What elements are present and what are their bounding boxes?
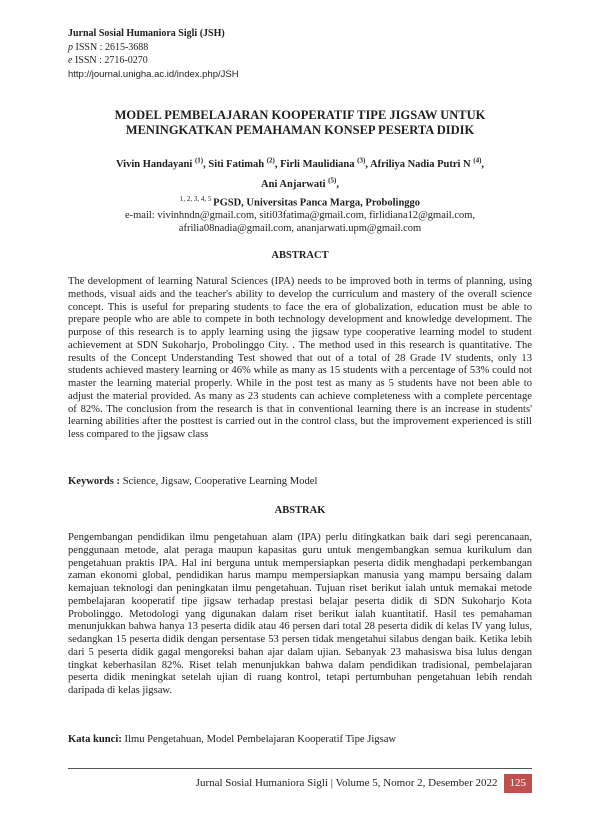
author-separator: , (336, 179, 339, 190)
print-issn-prefix: p (68, 41, 73, 53)
page-number: 125 (504, 774, 533, 793)
author-separator: , (274, 158, 281, 170)
paper-title (68, 108, 532, 138)
author-name: Siti Fatimah (208, 158, 267, 170)
footer-divider (68, 768, 532, 769)
author-index: (2) (266, 156, 275, 164)
author-4 (369, 156, 485, 170)
electronic-issn-value: ISSN : 2716-0270 (72, 55, 148, 66)
affiliation-block (68, 193, 532, 235)
abstract-text: The development of learning Natural Sciences (IPA) needs to be improved both in terms of planning, using methods, visual aids and the teacher's ability to develop the curriculum and mastery of the overall science concept. This is useful for preparing students to face the era of globalization, education must be able to prepare people who are able to compete in both technology development and knowledge development. The purpose of this research is to apply learning using the jigsaw type cooperative learning model to student achievement at SDN Sukoharjo, Probolinggo City. . The method used in this research is quantitative. The results of the Concept Understanding Test showed that out of a total of 28 Grade IV students, only 13 students achieved mastery learning or 46% while as many as 15 students with a percentage of 53% could not master the learning material properly. While in the post test as many as 5 students have not been able to adjust the material provided. As many as 23 students can achieve completeness with a complete percentage of 82%. The conclusion from the research is that in conventional learning there is an increase in students' learning abilities after the posttest is carried out in the control class, but the improvement experienced is still less compared to the jigsaw class (68, 276, 532, 440)
author-name: Ani Anjarwati (261, 179, 329, 190)
print-issn (68, 41, 239, 55)
electronic-issn-prefix: e (68, 55, 73, 66)
author-index: (3) (357, 156, 366, 164)
abstrak-heading: ABSTRAK (274, 505, 326, 516)
affiliation-indices: 1, 2, 3, 4, 5 (179, 195, 214, 203)
footer-citation: Jurnal Sosial Humaniora Sigli | Volume 5, Nomor 2, Desember 2022 (195, 777, 498, 789)
author-separator: , (365, 158, 370, 170)
journal-name: Jurnal Sosial Humaniora Sigli (JSH) (68, 28, 225, 39)
author-index: (5) (328, 176, 337, 185)
author-name: Vivin Handayani (115, 158, 195, 170)
author-3 (280, 156, 370, 170)
kata-kunci-label: Kata kunci: (68, 734, 122, 745)
author-separator: , (481, 158, 485, 170)
author-separator: , (203, 158, 209, 170)
email-line-2: afrilia08nadia@gmail.com, ananjarwati.upm@gmail.com (178, 222, 422, 234)
abstrak-text: Pengembangan pendidikan ilmu pengetahuan alam (IPA) perlu ditingkatkan baik dari segi perencanaan, penggunaan metode, alat peraga maupun kapasitas guru untuk mengembangkan semua kurikulum dan pengetahuan praktis IPA. Hal ini berguna untuk mempersiapkan peserta didik menghadapi perkembangan zaman ekonomi global, pendidikan harus mampu mempersiapkan manusia yang mampu bersaing dalam kemajuan teknologi dan peningkatan ilmu pengetahuan. Tujuan riset berikut ialah untuk memakai metode pembelajaran kooperatif tipe jigsaw terhadap prestasi belajar peserta didik di SDN Sukoharjo Kota Probolinggo. Metodologi yang digunakan dalam riset berikut ialah kuantitatif. Hasil tes pemahaman menunjukkan bahwa hanya 13 peserta didik atau 46 persen dari total 28 peserta didik di kelas IV yang lulus, sedangkan 15 peserta didik dengan persentase 53 persen tidak mengetahui silabus dengan baik. Ketika lebih dari 5 peserta didik gagal mengoreksi bahan ajar dalam ujian. Sebanyak 23 mahasiswa bisa lulus dengan tingkat keberhasilan 82%. Riset telah menunjukkan bahwa dalam pendidikan tradisional, pembelajaran peserta didik meningkat setelah ujian di ruang kontrol, tetapi pertumbuhan pengetahuan lebih rendah daripada di kelas jigsaw. (68, 532, 532, 696)
abstract-keywords (68, 476, 532, 487)
abstract-heading: ABSTRACT (271, 250, 329, 261)
abstrak-keywords (68, 734, 532, 745)
author-name: Afriliya Nadia Putri N (369, 158, 474, 170)
journal-url[interactable]: http://journal.unigha.ac.id/index.php/JSH (68, 68, 239, 80)
affiliation-name: PGSD, Universitas Panca Marga, Probolinggo (213, 197, 421, 209)
author-list (68, 152, 532, 193)
title-line-2: MENINGKATKAN PEMAHAMAN KONSEP PESERTA DIDIK (125, 123, 475, 137)
kata-kunci-value: Ilmu Pengetahuan, Model Pembelajaran Kooperatif Tipe Jigsaw (121, 734, 397, 745)
author-index: (4) (473, 156, 482, 164)
journal-header (68, 27, 239, 81)
affiliation-line (68, 193, 532, 210)
title-line-1: MODEL PEMBELAJARAN KOOPERATIF TIPE JIGSAW UNTUK (114, 108, 486, 122)
author-5 (261, 176, 339, 190)
author-2 (208, 156, 281, 170)
page-footer (68, 773, 532, 793)
keywords-label: Keywords : (68, 476, 121, 487)
author-name: Firli Maulidiana (280, 158, 358, 170)
email-line-1: e-mail: vivinhndn@gmail.com, siti03fatima@gmail.com, firlidiana12@gmail.com, (124, 210, 476, 221)
author-index: (1) (194, 156, 204, 164)
keywords-value: Science, Jigsaw, Cooperative Learning Model (120, 476, 318, 487)
electronic-issn (68, 54, 239, 68)
print-issn-value: ISSN : 2615-3688 (73, 41, 149, 53)
author-1 (115, 156, 209, 170)
